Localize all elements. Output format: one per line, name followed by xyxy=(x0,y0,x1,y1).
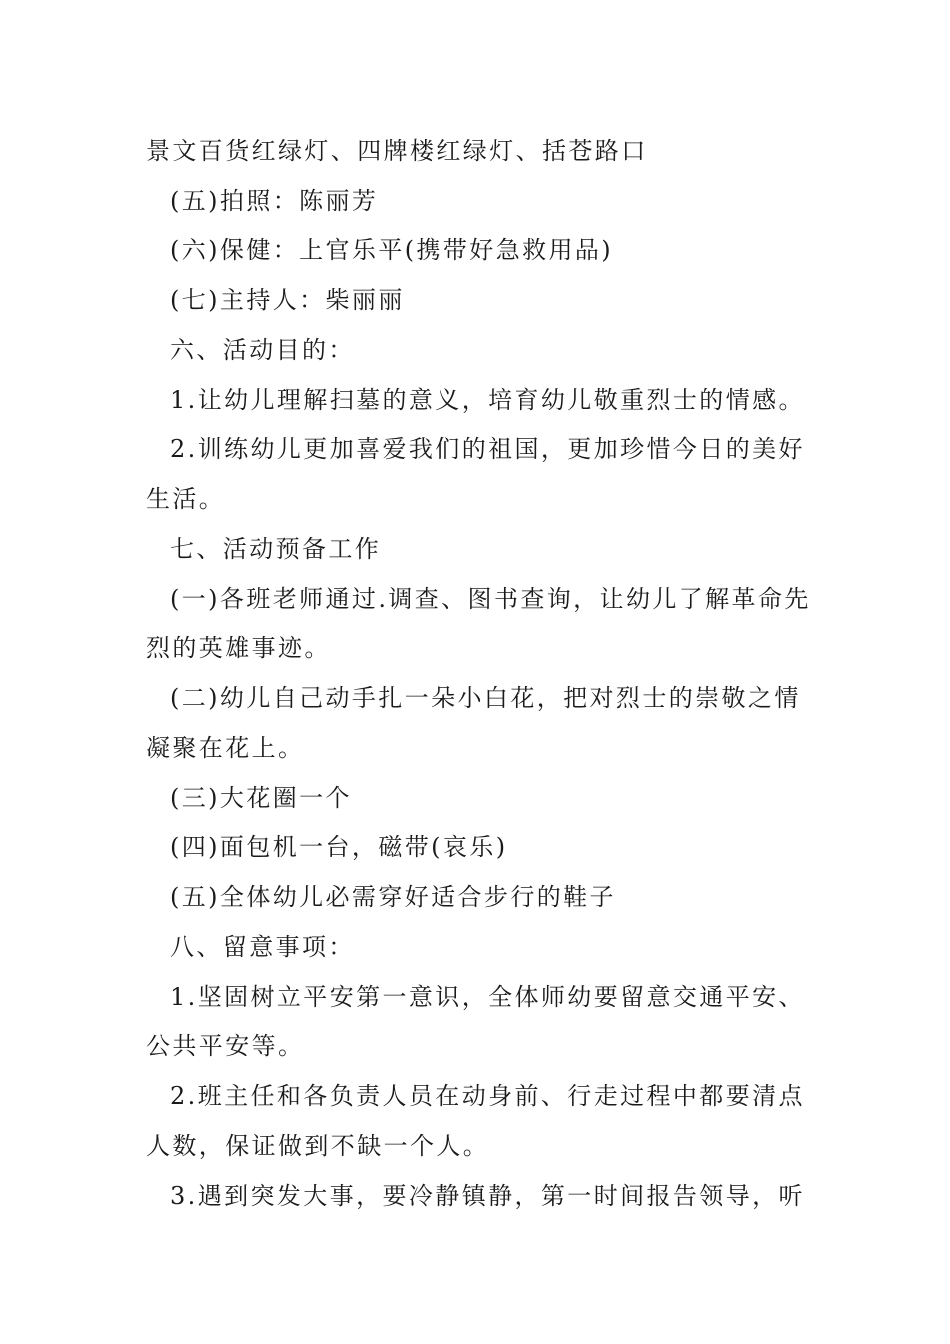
text-line: 凝聚在花上。 xyxy=(146,734,305,762)
text-line: 生活。 xyxy=(146,485,226,513)
text-line: (七)主持人：柴丽丽 xyxy=(170,286,405,314)
text-line: 2.班主任和各负责人员在动身前、行走过程中都要清点 xyxy=(170,1082,805,1110)
text-line: (二)幼儿自己动手扎一朵小白花，把对烈士的崇敬之情 xyxy=(170,684,801,712)
section-heading: 七、活动预备工作 xyxy=(170,535,382,563)
text-line: 2.训练幼儿更加喜爱我们的祖国，更加珍惜今日的美好 xyxy=(170,435,805,463)
text-line: 1.坚固树立平安第一意识，全体师幼要留意交通平安、 xyxy=(170,983,805,1011)
section-heading: 六、活动目的： xyxy=(170,336,355,364)
text-line: (五)全体幼儿必需穿好适合步行的鞋子 xyxy=(170,883,616,911)
text-line: (六)保健：上官乐平(携带好急救用品) xyxy=(170,236,614,264)
text-line: (三)大花圈一个 xyxy=(170,784,352,812)
text-line: (一)各班老师通过.调查、图书查询，让幼儿了解革命先 xyxy=(170,585,811,613)
section-heading: 八、留意事项： xyxy=(170,933,355,961)
text-line: 景文百货红绿灯、四牌楼红绿灯、括苍路口 xyxy=(146,137,648,165)
text-line: 公共平安等。 xyxy=(146,1032,305,1060)
text-line: (五)拍照：陈丽芳 xyxy=(170,187,379,215)
text-line: 烈的英雄事迹。 xyxy=(146,634,331,662)
text-line: (四)面包机一台，磁带(哀乐) xyxy=(170,833,508,861)
text-line: 3.遇到突发大事，要冷静镇静，第一时间报告领导，听 xyxy=(170,1182,805,1210)
text-line: 1.让幼儿理解扫墓的意义，培育幼儿敬重烈士的情感。 xyxy=(170,386,805,414)
text-line: 人数，保证做到不缺一个人。 xyxy=(146,1132,490,1160)
